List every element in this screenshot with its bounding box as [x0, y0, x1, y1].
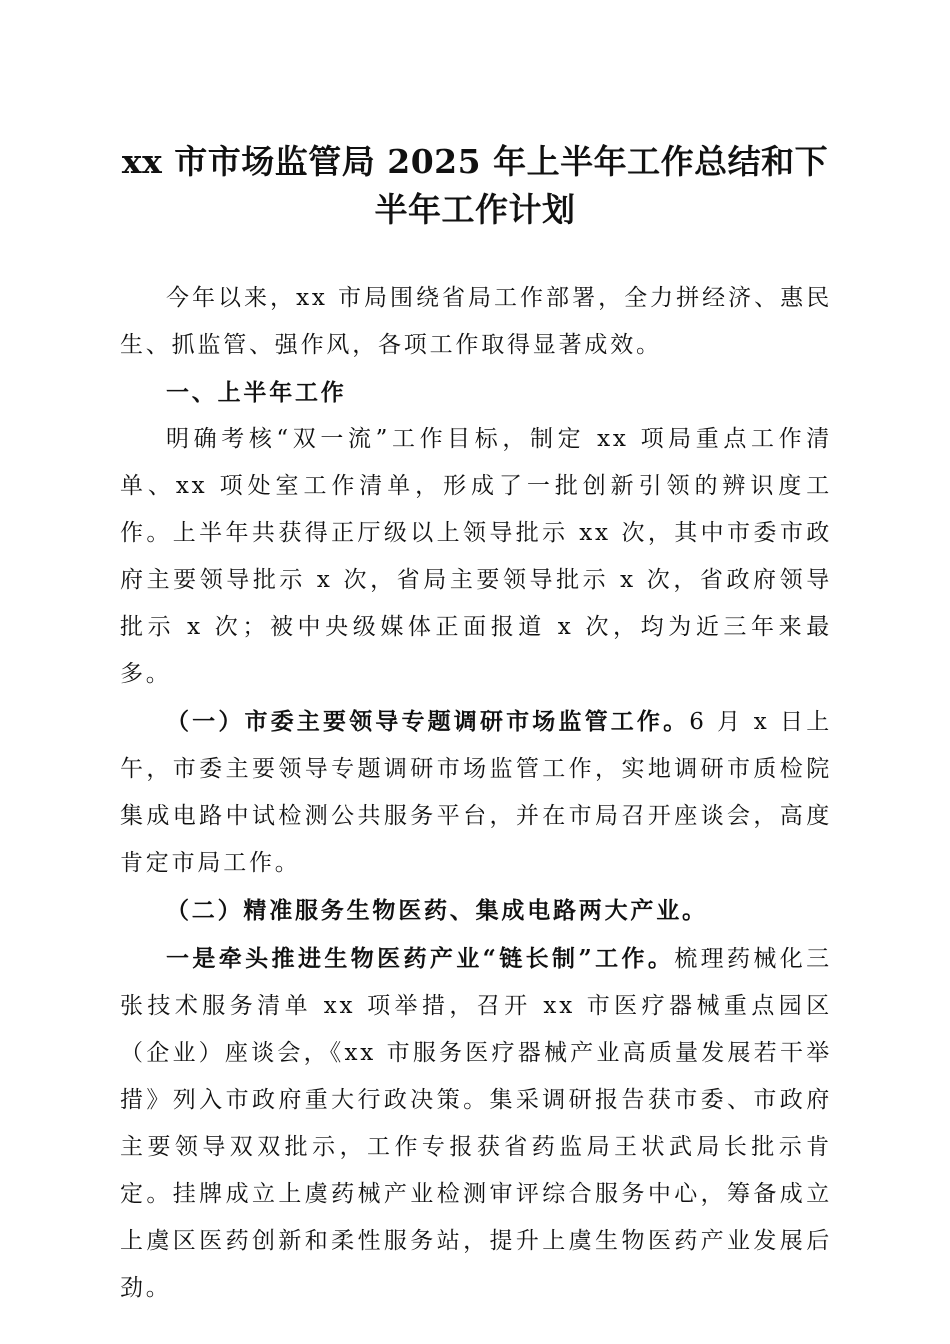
section-heading-first-half: 一、上半年工作 [166, 379, 347, 406]
paragraph-industries-heading [120, 887, 832, 935]
paragraph-goals: 明确考核“双一流”工作目标，制定 xx 项局重点工作清单、xx 项处室工作清单，形成了一批创新引领的辨识度工作。上半年共获得正厅级以上领导批示 xx 次，其中市委市政府主要领导批示 x 次，省局主要领导批示 x 次，省政府领导批示 x 次；被中央级媒体正面报道 x 次，均为近三年来最多。 [120, 426, 832, 687]
subheading-industries: （二）精准服务生物医药、集成电路两大产业。 [166, 897, 708, 924]
paragraph-biomedicine-lead: 一是牵头推进生物医药产业“链长制”工作。 [166, 945, 675, 972]
paragraph-biomedicine-text: 梳理药械化三张技术服务清单 xx 项举措，召开 xx 市医疗器械重点园区（企业）座谈会，《xx 市服务医疗器械产业高质量发展若干举措》列入市政府重大行政决策。集采调研报告获市委、市政府主要领导双双批示，工作专报获省药监局王状武局长批示肯定。挂牌成立上虞药械产业检测审评综合服务中心，筹备成立上虞区医药创新和柔性服务站，提升上虞生物医药产业发展后劲。 [120, 946, 832, 1301]
paragraph-biomedicine [120, 935, 832, 1312]
paragraph-research [120, 698, 832, 887]
document-body [120, 275, 832, 1312]
intro-paragraph: 今年以来，xx 市局围绕省局工作部署，全力拼经济、惠民生、抓监管、强作风，各项工作取得显著成效。 [120, 285, 832, 358]
paragraph-research-lead: （一）市委主要领导专题调研市场监管工作。 [166, 708, 690, 735]
paragraph-research-text: 6 月 x 日上午，市委主要领导专题调研市场监管工作，实地调研市质检院集成电路中试检测公共服务平台，并在市局召开座谈会，高度肯定市局工作。 [120, 709, 833, 876]
document-title: xx 市市场监管局 2025 年上半年工作总结和下半年工作计划 [121, 142, 829, 229]
